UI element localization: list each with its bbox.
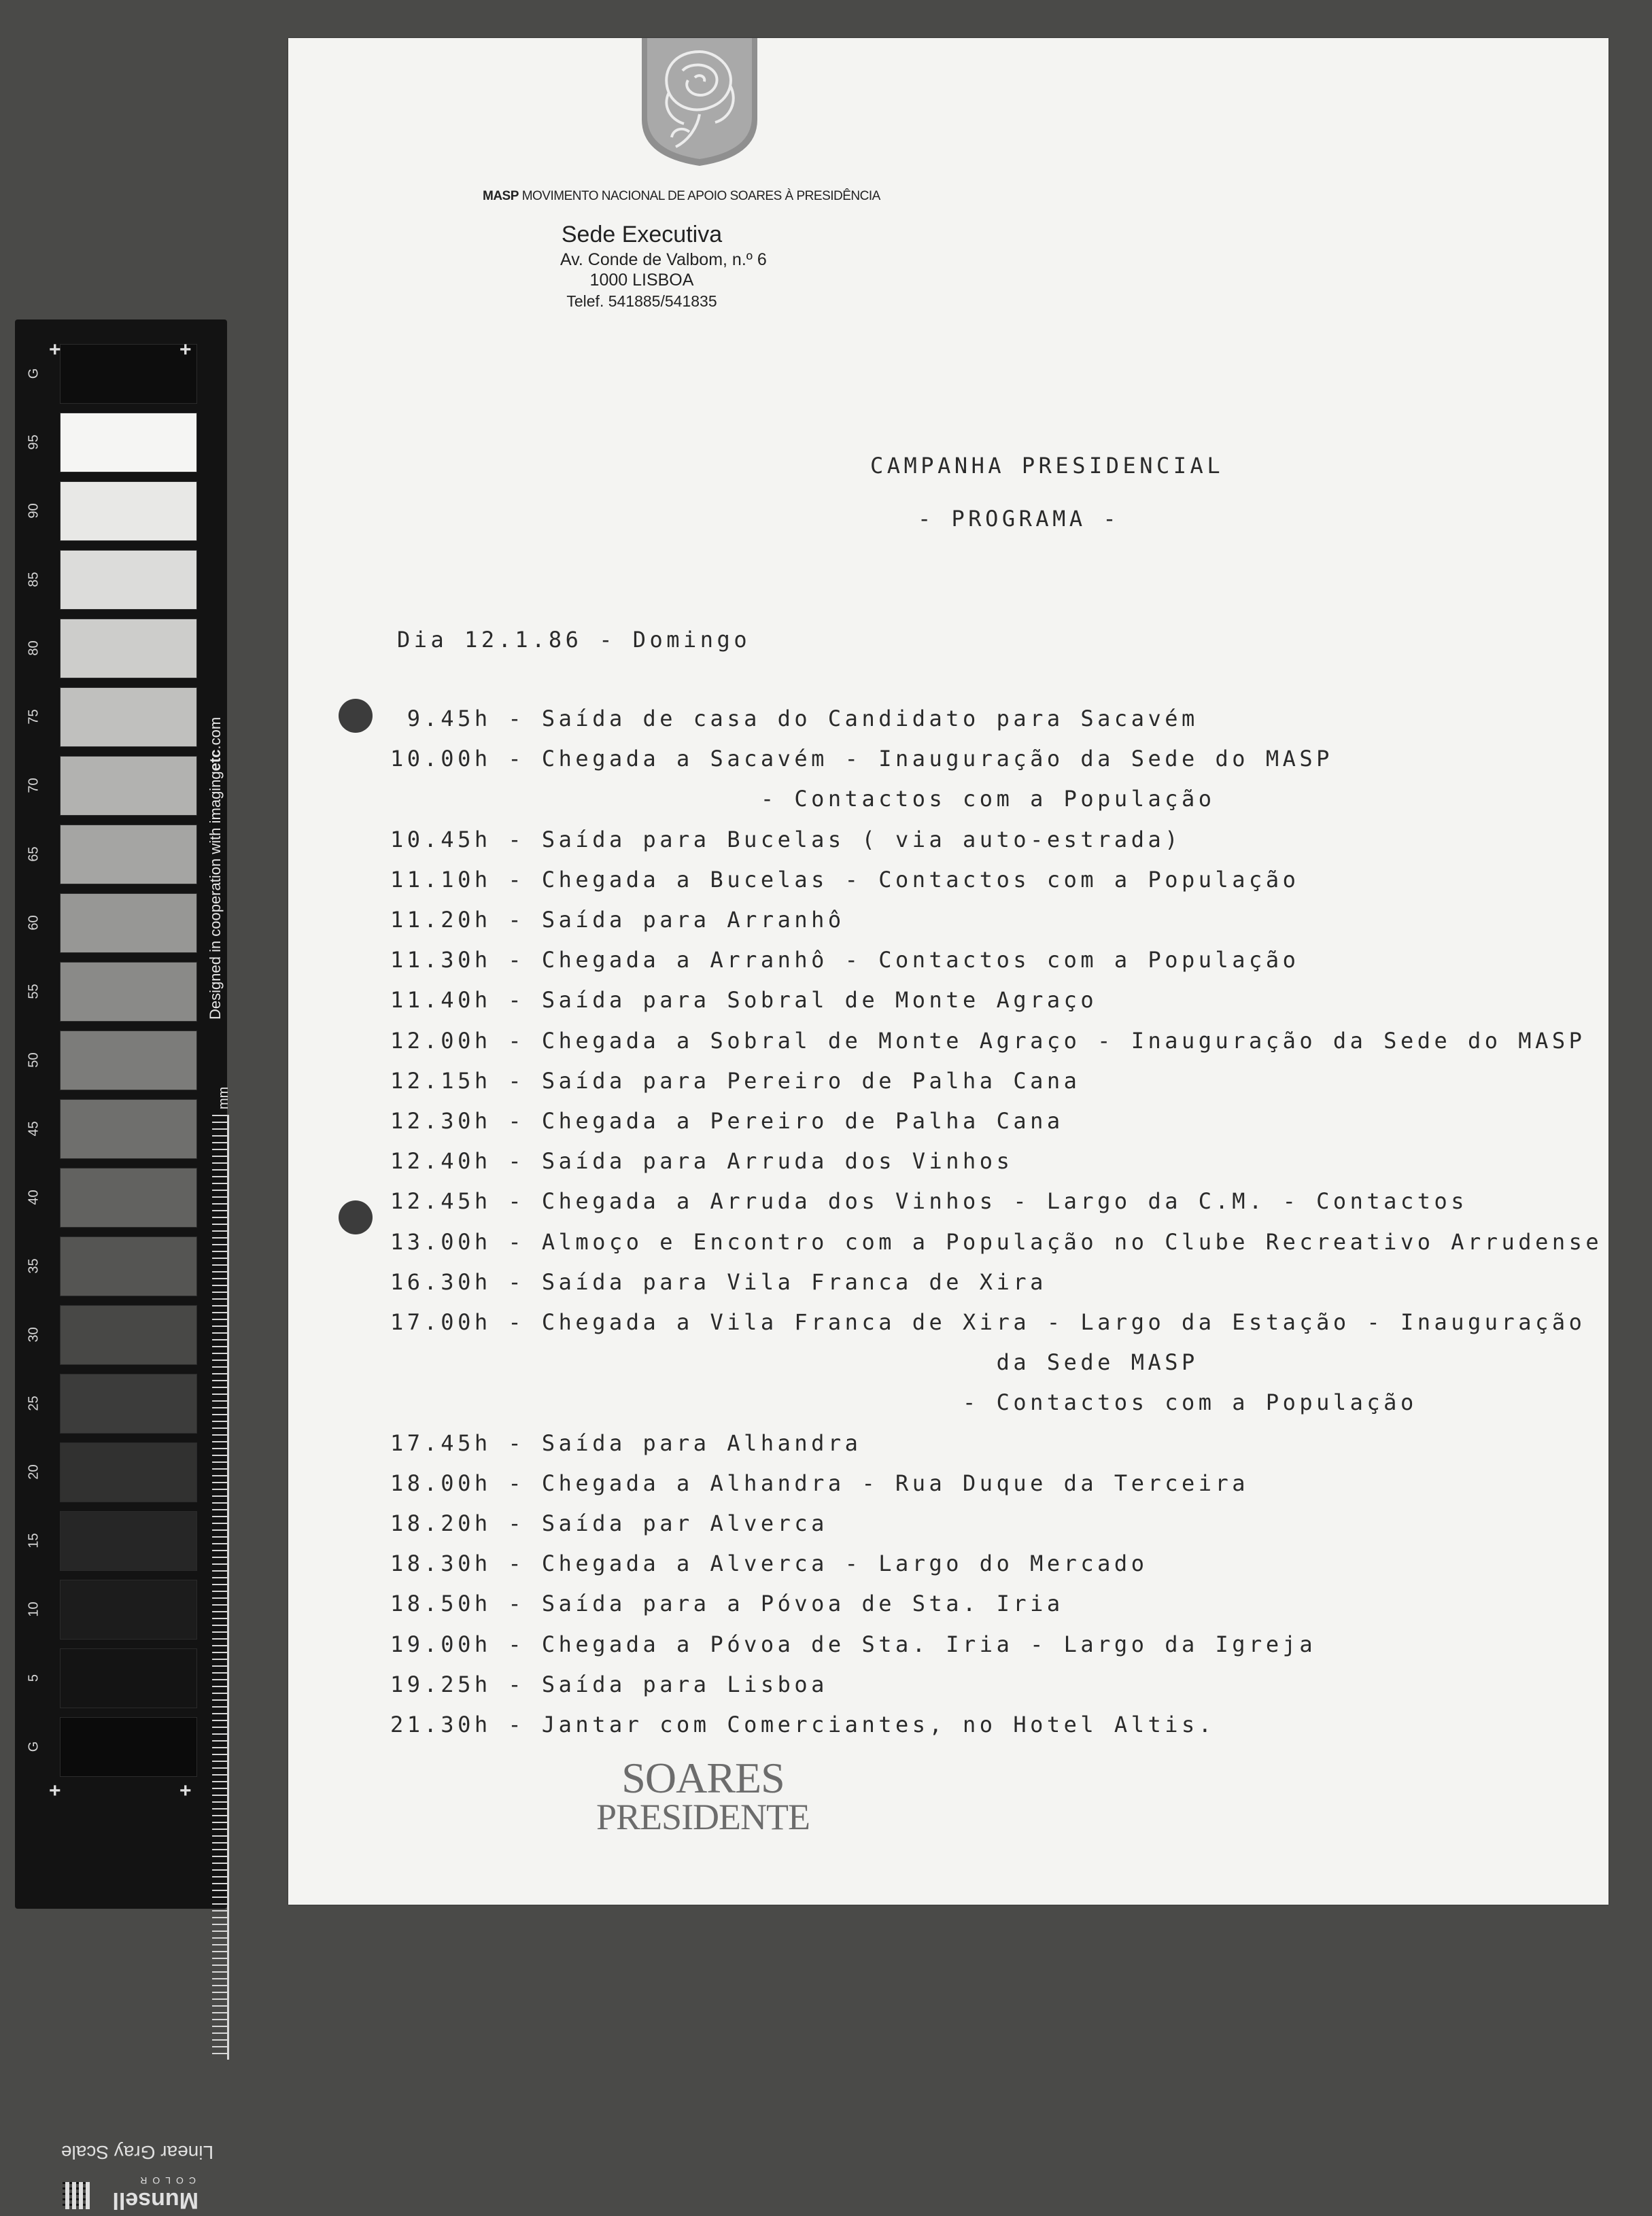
gray-patch-label: 90 [26, 503, 41, 519]
gray-patch-label: 95 [26, 434, 41, 450]
schedule-row: 11.40h - Saída para Sobral de Monte Agraço [390, 987, 1098, 1013]
schedule-row: 17.00h - Chegada a Vila Franca de Xira - Largo da Estação - Inauguração [390, 1309, 1586, 1335]
gray-patch [60, 344, 197, 404]
schedule-row: 11.10h - Chegada a Bucelas - Contactos com a População [390, 867, 1300, 893]
address-line: Av. Conde de Valbom, n.º 6 [560, 250, 767, 269]
gray-patch-label: 70 [26, 778, 41, 793]
schedule-row: 21.30h - Jantar com Comerciantes, no Hotel Altis. [390, 1712, 1216, 1737]
schedule-row: 18.30h - Chegada a Alverca - Largo do Mercado [390, 1551, 1148, 1576]
schedule-row: da Sede MASP [390, 1349, 1199, 1375]
gray-patch [60, 1442, 197, 1502]
gray-patch [60, 1236, 197, 1296]
munsell-logo: Munsell COLOR [56, 2175, 219, 2216]
day-heading: Dia 12.1.86 - Domingo [397, 627, 751, 653]
gray-patch [60, 550, 197, 610]
schedule-row: 19.25h - Saída para Lisboa [390, 1672, 828, 1697]
address-city: 1000 LISBOA [589, 271, 694, 290]
gray-patch [60, 1717, 197, 1777]
gray-patch-label: 30 [26, 1327, 41, 1343]
scale-title: Linear Gray Scale [61, 2142, 214, 2163]
document-subtitle: - PROGRAMA - [918, 506, 1120, 532]
schedule-row: 12.45h - Chegada a Arruda dos Vinhos - Largo da C.M. - Contactos [390, 1188, 1468, 1214]
gray-patch [60, 1580, 197, 1640]
gray-patch [60, 687, 197, 747]
schedule-row: 10.45h - Saída para Bucelas ( via auto-estrada) [390, 827, 1182, 852]
schedule-row: 10.00h - Chegada a Sacavém - Inauguração da Sede do MASP [390, 746, 1333, 772]
gray-patch [60, 825, 197, 884]
schedule-row: 18.50h - Saída para a Póvoa de Sta. Iria [390, 1591, 1064, 1616]
schedule-row: 11.30h - Chegada a Arranhô - Contactos com a População [390, 947, 1300, 973]
gray-patch-label: 75 [26, 709, 41, 725]
gray-patch-label: 35 [26, 1258, 41, 1274]
gray-patch-label: 40 [26, 1190, 41, 1205]
gray-patch-label: 5 [26, 1674, 41, 1682]
schedule-row: - Contactos com a População [390, 786, 1216, 812]
gray-patch [60, 962, 197, 1022]
gray-patch [60, 413, 197, 472]
gray-patch [60, 1099, 197, 1159]
registration-mark: + [49, 1780, 61, 1802]
gray-patch-label: 55 [26, 984, 41, 999]
gray-patch-label: 25 [26, 1396, 41, 1411]
schedule-row: 13.00h - Almoço e Encontro com a População no Clube Recreativo Arrudense [390, 1229, 1603, 1255]
scale-credit: Designed in cooperation with imagingetc.com [207, 716, 224, 1020]
registration-mark: + [179, 339, 192, 361]
schedule-row: 16.30h - Saída para Vila Franca de Xira [390, 1269, 1047, 1295]
mm-ruler [212, 1115, 228, 2060]
gray-patch-label: 80 [26, 640, 41, 656]
schedule-row: - Contactos com a População [390, 1389, 1417, 1415]
schedule-row: 17.45h - Saída para Alhandra [390, 1430, 862, 1456]
gray-patch [60, 893, 197, 953]
munsell-grid-icon [63, 2182, 90, 2209]
schedule-row: 12.00h - Chegada a Sobral de Monte Agraço - Inauguração da Sede do MASP [390, 1028, 1586, 1054]
phone-number: Telef. 541885/541835 [566, 292, 717, 310]
gray-patch-label: G [26, 368, 41, 379]
gray-patch-label: 60 [26, 915, 41, 931]
office-name: Sede Executiva [561, 222, 723, 247]
gray-patch-label: 15 [26, 1533, 41, 1548]
gray-patch [60, 1511, 197, 1571]
gray-patch-label: 10 [26, 1602, 41, 1617]
gray-patch-label: 45 [26, 1121, 41, 1137]
gray-patch-label: G [26, 1741, 41, 1752]
soares-presidente-logo: SOARES PRESIDENTE [596, 1754, 810, 1837]
gray-patch [60, 1305, 197, 1365]
registration-mark: + [179, 1780, 192, 1802]
gray-patch-label: 85 [26, 572, 41, 587]
schedule-row: 19.00h - Chegada a Póvoa de Sta. Iria - Largo da Igreja [390, 1631, 1317, 1657]
schedule-row: 12.30h - Chegada a Pereiro de Palha Cana [390, 1108, 1064, 1134]
schedule-row: 12.15h - Saída para Pereiro de Palha Cana [390, 1068, 1081, 1094]
registration-mark: + [49, 339, 61, 361]
ruler-edge [227, 1115, 229, 2060]
rose-logo-icon [635, 38, 764, 167]
organization-name: MASP MOVIMENTO NACIONAL DE APOIO SOARES À PRESIDÊNCIA [483, 189, 880, 203]
document-title: CAMPANHA PRESIDENCIAL [870, 453, 1224, 479]
gray-patch [60, 1648, 197, 1708]
gray-patch-label: 20 [26, 1464, 41, 1480]
gray-scale-card [15, 319, 231, 2213]
gray-patch-label: 65 [26, 846, 41, 862]
gray-patch-label: 50 [26, 1052, 41, 1068]
gray-patch [60, 1374, 197, 1434]
gray-patch [60, 619, 197, 678]
punch-hole [339, 1200, 373, 1234]
gray-patch [60, 756, 197, 816]
gray-patch [60, 481, 197, 541]
schedule-row: 18.00h - Chegada a Alhandra - Rua Duque da Terceira [390, 1470, 1250, 1496]
gray-patch [60, 1168, 197, 1228]
schedule-row: 9.45h - Saída de casa do Candidato para Sacavém [390, 706, 1199, 731]
schedule-row: 11.20h - Saída para Arranhô [390, 907, 845, 933]
ruler-unit-label: mm [216, 1086, 231, 1109]
schedule-row: 12.40h - Saída para Arruda dos Vinhos [390, 1148, 1014, 1174]
schedule-row: 18.20h - Saída par Alverca [390, 1510, 828, 1536]
document-page [288, 38, 1608, 1905]
punch-hole [339, 699, 373, 733]
gray-patch [60, 1031, 197, 1090]
